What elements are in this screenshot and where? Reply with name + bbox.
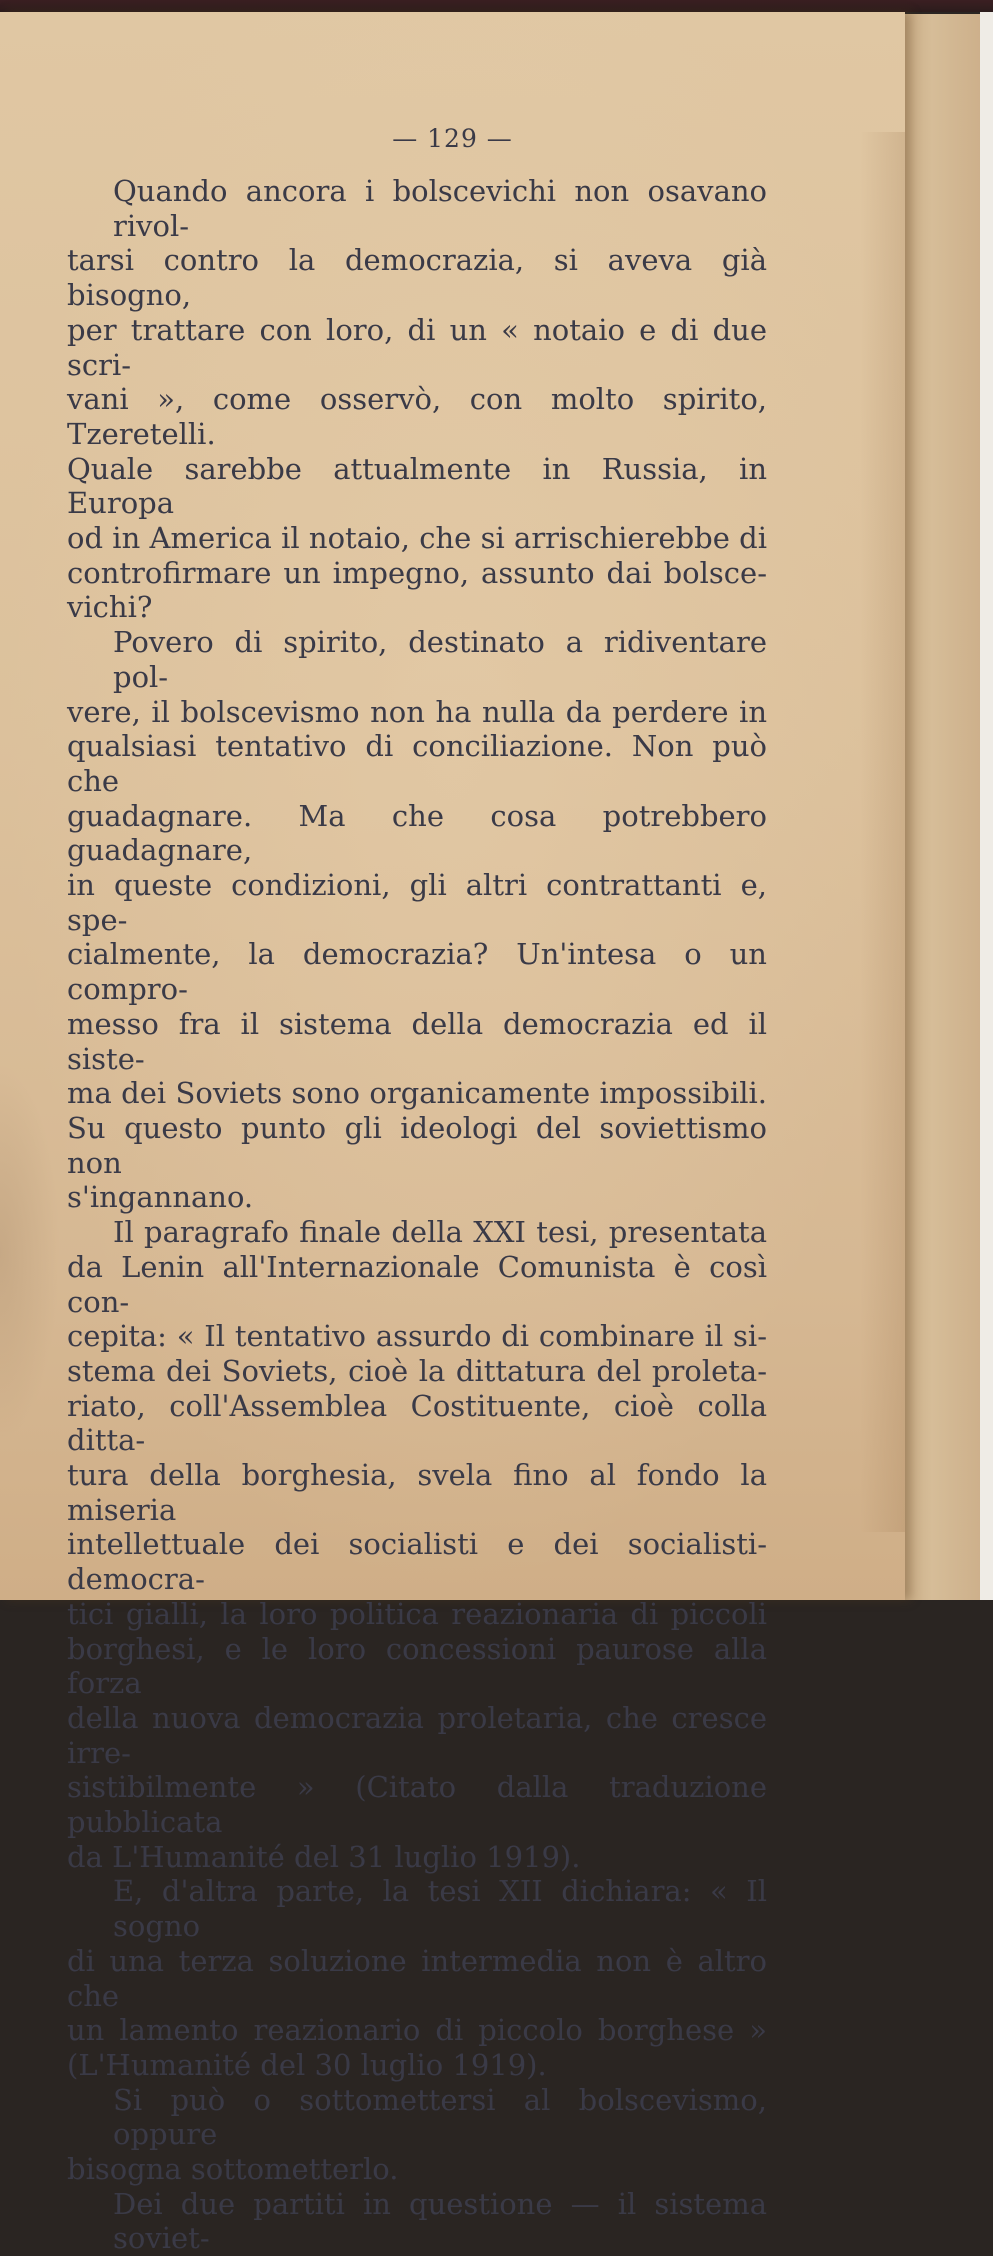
binding-top-edge (0, 0, 993, 12)
paragraph-5 (67, 2083, 767, 2187)
text-line: riato, coll'Assemblea Costituente, cioè colla ditta- (67, 1388, 767, 1458)
text-line: Si può o sottomettersi al bolscevismo, oppure (113, 2082, 767, 2152)
page-stain (0, 1062, 60, 1442)
text-line: vani », come osservò, con molto spirito, Tzeretelli. (67, 382, 767, 451)
text-line: (L'Humanité del 30 luglio 1919). (67, 2047, 547, 2082)
text-line: tici gialli, la loro politica reazionaria di piccoli (67, 1596, 767, 1631)
paragraph-3 (67, 1215, 767, 1874)
text-line: sistibilmente » (Citato dalla traduzione pubblicata (67, 1770, 767, 1840)
paragraph-1 (67, 174, 767, 625)
text-line: borghesi, e le loro concessioni paurose alla forza (67, 1631, 767, 1701)
text-line: ma dei Soviets sono organicamente impossibili. (67, 1076, 767, 1111)
text-line: Quale sarebbe attualmente in Russia, in Europa (67, 451, 767, 521)
text-line: tarsi contro la democrazia, si aveva già bisogno, (67, 243, 767, 313)
text-line: vichi? (67, 590, 153, 625)
underlying-page-edge (900, 14, 980, 1600)
text-line: messo fra il sistema della democrazia ed il siste- (67, 1006, 767, 1076)
text-line: intellettuale dei socialisti e dei socialisti-democra- (67, 1527, 767, 1597)
text-line: di una terza soluzione intermedia non è altro che (67, 1943, 767, 2013)
background-strip (980, 12, 993, 1600)
text-line: od in America il notaio, che si arrischierebbe di (67, 521, 767, 556)
text-line: per trattare con loro, di un « notaio e di due scri- (67, 312, 767, 382)
paragraph-6 (67, 2187, 767, 2256)
paragraph-4 (67, 1874, 767, 2082)
text-line: stema dei Soviets, cioè la dittatura del proleta- (67, 1353, 767, 1388)
text-line: qualsiasi tentativo di conciliazione. Non può che (67, 729, 767, 798)
text-line: da Lenin all'Internazionale Comunista è così con- (67, 1249, 767, 1319)
text-line: E, d'altra parte, la tesi XII dichiara: « Il sogno (113, 1874, 767, 1944)
text-line: cepita: « Il tentativo assurdo di combinare il si- (67, 1319, 767, 1354)
text-line: della nuova democrazia proletaria, che cresce irre- (67, 1700, 767, 1770)
text-line: controfirmare un impegno, assunto dai bolsce- (67, 555, 767, 590)
text-line: un lamento reazionario di piccolo borghese » (67, 2013, 767, 2048)
page-shadow (860, 132, 905, 1532)
text-line: da L'Humanité del 31 luglio 1919). (67, 1839, 581, 1874)
text-line: tura della borghesia, svela fino al fondo la miseria (67, 1458, 767, 1527)
text-line: in queste condizioni, gli altri contrattanti e, spe- (67, 868, 767, 937)
text-line: Dei due partiti in questione — il sistema soviet- (113, 2186, 767, 2256)
text-line: guadagnare. Ma che cosa potrebbero guadagnare, (67, 798, 767, 868)
text-line: Su questo punto gli ideologi del soviettismo non (67, 1110, 767, 1180)
body-text (67, 174, 767, 2256)
text-line: vere, il bolscevismo non ha nulla da perdere in (67, 694, 767, 729)
text-line: cialmente, la democrazia? Un'intesa o un compro- (67, 937, 767, 1007)
text-line: bisogna sottometterlo. (67, 2152, 399, 2187)
text-line: Povero di spirito, destinato a ridiventare pol- (113, 625, 767, 694)
text-line: s'ingannano. (67, 1180, 254, 1215)
text-line: Quando ancora i bolscevichi non osavano rivol- (113, 174, 767, 243)
page-number: — 129 — (392, 124, 513, 153)
text-line: Il paragrafo finale della XXI tesi, presentata (113, 1215, 767, 1250)
book-page (0, 12, 905, 2256)
paragraph-2 (67, 625, 767, 1215)
